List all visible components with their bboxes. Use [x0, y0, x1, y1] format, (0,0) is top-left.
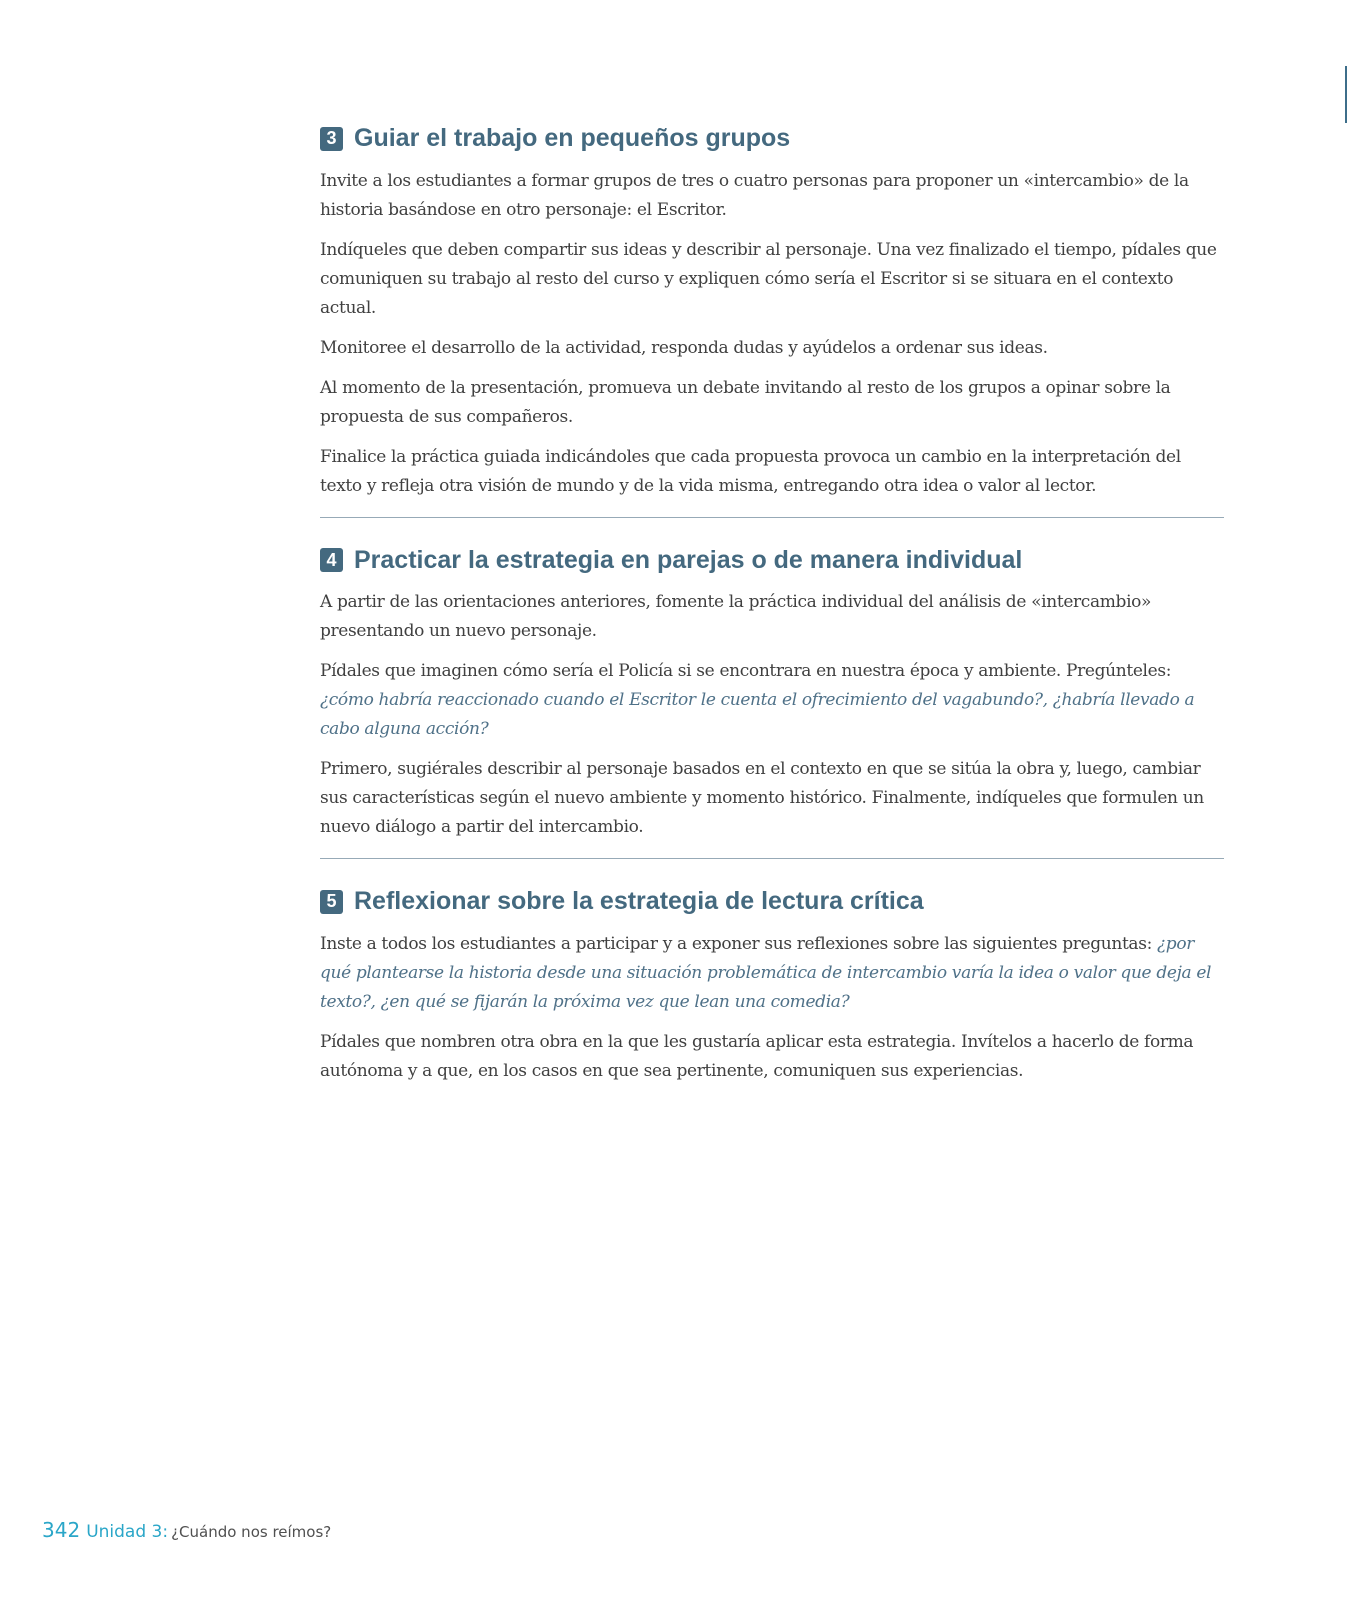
- section-divider: [320, 517, 1224, 518]
- paragraph-with-question: [320, 930, 1224, 1017]
- section-divider: [320, 858, 1224, 859]
- page-number: 342: [42, 1518, 81, 1542]
- section-heading: [320, 125, 1224, 153]
- page-footer: [42, 1518, 331, 1542]
- section-number-badge: 3: [320, 127, 343, 151]
- question-text: ¿por qué plantearse la historia desde una situación problemática de intercambio varía la idea o valor que deja el texto?, ¿en qué se fijarán la próxima vez que lean una comedia?: [320, 933, 1212, 1012]
- page-edge-marker: [1345, 66, 1347, 123]
- paragraph: Invite a los estudiantes a formar grupos de tres o cuatro personas para proponer un «intercambio» de la historia basándose en otro personaje: el Escritor.: [320, 170, 1189, 220]
- paragraph: Al momento de la presentación, promueva un debate invitando al resto de los grupos a opinar sobre la propuesta de sus compañeros.: [320, 377, 1171, 427]
- section-title: Practicar la estrategia en parejas o de manera individual: [354, 545, 1023, 574]
- unit-title: ¿Cuándo nos reímos?: [171, 1523, 332, 1541]
- section-3: [320, 125, 1224, 501]
- paragraph: Monitoree el desarrollo de la actividad, responda dudas y ayúdelos a ordenar sus ideas.: [320, 337, 1048, 358]
- section-5: [320, 888, 1224, 1086]
- section-number-badge: 4: [320, 548, 343, 572]
- section-4: [320, 547, 1224, 843]
- paragraph-text: Pídales que imaginen cómo sería el Policía si se encontrara en nuestra época y ambiente. Pregúnteles:: [320, 661, 1172, 681]
- section-title: Guiar el trabajo en pequeños grupos: [354, 124, 791, 152]
- paragraph-text: Inste a todos los estudiantes a participar y a exponer sus reflexiones sobre las siguientes preguntas:: [320, 933, 1158, 954]
- paragraph: Pídales que nombren otra obra en la que les gustaría aplicar esta estrategia. Invítelos a hacerlo de forma autónoma y a que, en los casos en que sea pertinente, comuniquen sus experiencias.: [320, 1031, 1194, 1081]
- paragraph-with-question: [320, 657, 1224, 744]
- section-heading: [320, 547, 1224, 575]
- question-text: ¿cómo habría reaccionado cuando el Escritor le cuenta el ofrecimiento del vagabundo?, ¿habría llevado a cabo alguna acción?: [320, 690, 1195, 739]
- unit-label: Unidad 3:: [86, 1522, 169, 1542]
- section-heading: [320, 888, 1224, 916]
- paragraph: Finalice la práctica guiada indicándoles que cada propuesta provoca un cambio en la interpretación del texto y refleja otra visión de mundo y de la vida misma, entregando otra idea o valor al lector.: [320, 446, 1181, 496]
- main-content: [320, 125, 1224, 1097]
- section-title: Reflexionar sobre la estrategia de lectura crítica: [354, 887, 924, 915]
- section-number-badge: 5: [320, 890, 343, 914]
- paragraph: Primero, sugiérales describir al personaje basados en el contexto en que se sitúa la obra y, luego, cambiar sus características según el nuevo ambiente y momento histórico. Finalmente, indíqueles que formulen un nuevo diálogo a partir del intercambio.: [320, 759, 1204, 837]
- paragraph: A partir de las orientaciones anteriores, fomente la práctica individual del análisis de «intercambio» presentando un nuevo personaje.: [320, 592, 1152, 641]
- paragraph: Indíqueles que deben compartir sus ideas y describir al personaje. Una vez finalizado el tiempo, pídales que comuniquen su trabajo al resto del curso y expliquen cómo sería el Escritor si se situara en el contexto actual.: [320, 239, 1217, 318]
